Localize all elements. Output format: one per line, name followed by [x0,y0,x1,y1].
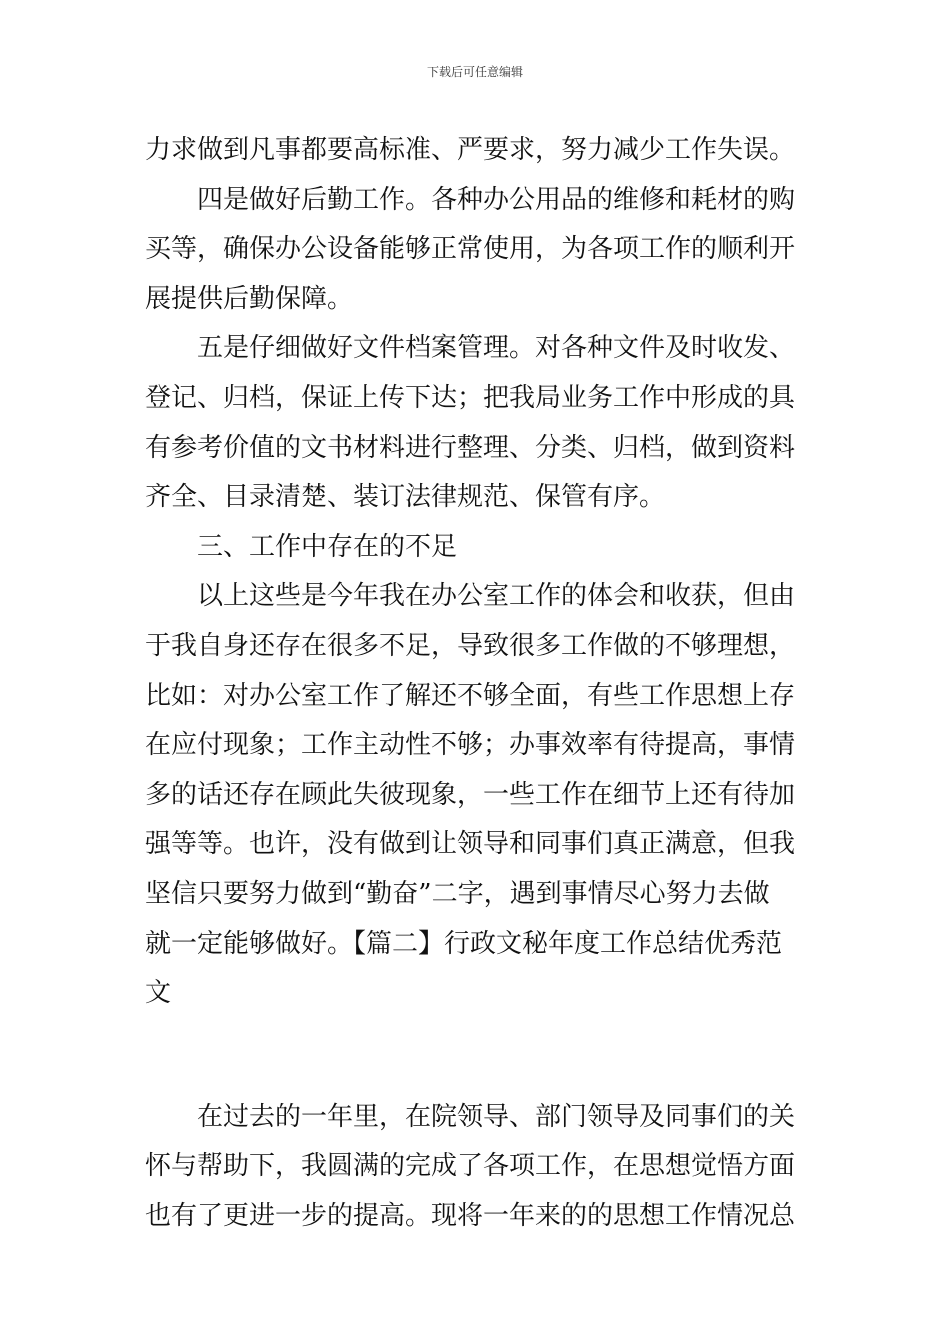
text-line: 有参考价值的文书材料进行整理、分类、归档，做到资料 [145,432,796,463]
text-line: 在应付现象；工作主动性不够；办事效率有待提高，事情 [145,730,796,761]
text-line: 买等，确保办公设备能够正常使用，为各项工作的顺利开 [145,234,796,265]
text-line: 展提供后勤保障。 [145,283,354,314]
text-line: 以上这些是今年我在办公室工作的体会和收获，但由 [197,581,796,612]
text-line: 齐全、目录清楚、装订法律规范、保管有序。 [145,482,666,513]
text-line: 比如：对办公室工作了解还不够全面，有些工作思想上存 [145,680,796,711]
text-line: 登记、归档，保证上传下达；把我局业务工作中形成的具 [145,382,796,413]
text-line: 怀与帮助下，我圆满的完成了各项工作，在思想觉悟方面 [145,1151,796,1182]
text-line: 文 [145,978,172,1009]
document-body [145,126,807,1241]
text-line: 于我自身还存在很多不足，导致很多工作做的不够理想， [145,630,796,661]
text-line: 多的话还存在顾此失彼现象，一些工作在细节上还有待加 [145,779,796,810]
text-line: 也有了更进一步的提高。现将一年来的的思想工作情况总 [145,1200,796,1231]
text-line: 坚信只要努力做到“勤奋”二字，遇到事情尽心努力去做 [145,878,770,909]
text-line: 五是仔细做好文件档案管理。对各种文件及时收发、 [197,333,796,364]
section-heading: 三、工作中存在的不足 [197,531,458,562]
page-header: 下载后可任意编辑 [426,65,523,79]
text-line: 就一定能够做好。【篇二】行政文秘年度工作总结优秀范 [145,928,783,959]
text-line: 力求做到凡事都要高标准、严要求，努力减少工作失误。 [145,135,796,165]
text-line: 在过去的一年里，在院领导、部门领导及同事们的关 [197,1101,796,1132]
text-line: 强等等。也许，没有做到让领导和同事们真正满意，但我 [145,829,796,860]
text-line: 四是做好后勤工作。各种办公用品的维修和耗材的购 [197,184,796,215]
paragraph-gap [145,1019,807,1093]
